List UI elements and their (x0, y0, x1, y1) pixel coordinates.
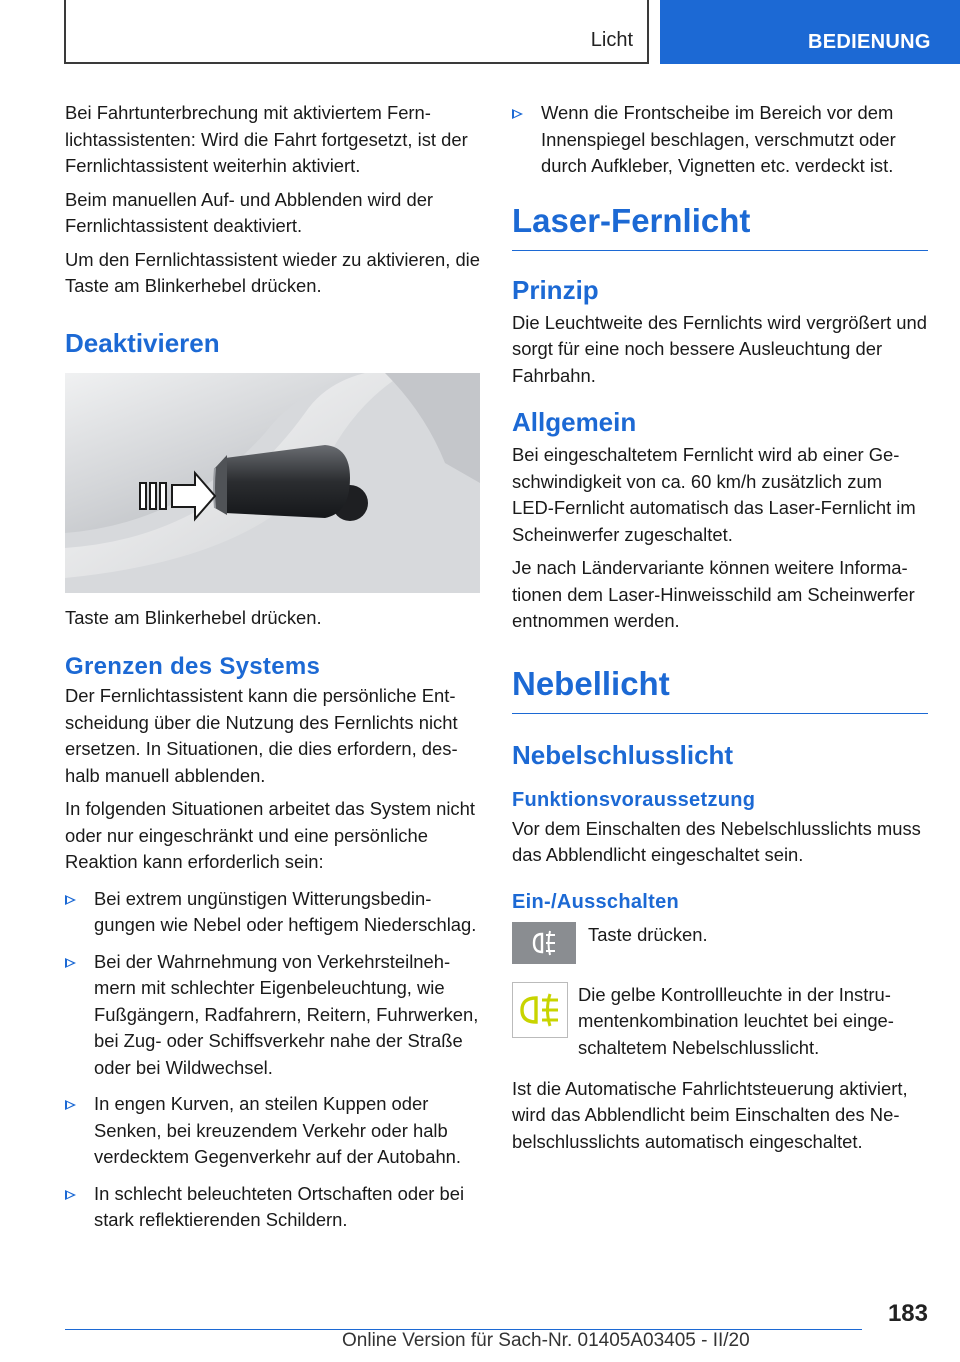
left-column (65, 100, 480, 1244)
list-item: Bei der Wahrnehmung von Verkehrsteilnehmern mit schlechter Eigenbeleuchtung, wie Fußgängern, Radfahrern, Reitern, Fuhrwerken, bei Zug- oder Schiffsverkehr nahe der Straße oder bei Wildwechsel. (65, 949, 480, 1082)
paragraph: Beim manuellen Auf- und Abblenden wird der Fernlichtassistent deaktiviert. (65, 188, 434, 236)
list-item: Bei extrem ungünstigen Witterungsbedingungen wie Nebel oder heftigem Niederschlag. (65, 886, 480, 939)
paragraph: Je nach Ländervariante können weitere Informationen dem Laser-Hinweisschild am Scheinwerfer entnommen werden. (512, 557, 915, 631)
header-chapter-tab (660, 0, 960, 64)
image-caption: Taste am Blinkerhebel drücken. (65, 606, 322, 628)
fog-button-row (512, 922, 928, 968)
list-item: Wenn die Frontscheibe im Bereich vor dem Innenspiegel beschlagen, verschmutzt oder durch Aufkleber, Vignetten etc. verdeckt ist. (512, 100, 928, 180)
heading-laser-fernlicht: Laser-Fernlicht (512, 202, 928, 251)
list-item: In schlecht beleuchteten Ortschaften oder bei stark reflektierenden Schildern. (65, 1181, 480, 1234)
paragraph: Vor dem Einschalten des Nebelschlusslichts muss das Abblendlicht eingeschaltet sein. (512, 817, 921, 865)
triangle-bullet-icon (65, 958, 76, 968)
heading-nebelschlusslicht: Nebelschlusslicht (512, 739, 734, 770)
triangle-bullet-icon (65, 1100, 76, 1110)
triangle-bullet-icon (65, 1190, 76, 1200)
paragraph: In folgenden Situationen arbeitet das System nicht oder nur eingeschränkt und eine persönliche Reaktion kann erforderlich sein: (65, 798, 475, 872)
heading-grenzen: Grenzen des Systems (65, 653, 321, 680)
paragraph: Die Leuchtweite des Fernlichts wird vergrößert und sorgt für eine noch bessere Ausleuchtung der Fahrbahn. (512, 311, 927, 386)
heading-deaktivieren: Deaktivieren (65, 327, 220, 358)
heading-ein-ausschalten: Ein-/Ausschalten (512, 890, 680, 913)
footer-online-version: Online Version für Sach-Nr. 01405A03405 - II/20 (342, 1330, 750, 1351)
header-section-title: Licht (590, 29, 633, 51)
limitations-list (65, 886, 480, 1234)
right-column (512, 100, 928, 1162)
paragraph: Bei Fahrtunterbrechung mit aktiviertem Fernlichtassistenten: Wird die Fahrt fortgesetzt, ist der Fernlichtassistent weiterhin aktiviert. (65, 102, 468, 176)
icon-description: Die gelbe Kontrollleuchte in der Instrumentenkombination leuchtet bei eingeschaltetem Nebelschlusslicht. (578, 983, 894, 1058)
paragraph: Der Fernlichtassistent kann die persönliche Entscheidung über die Nutzung des Fernlichts nicht ersetzen. In Situationen, die dies erfordern, deshalb manuell abblenden. (65, 685, 458, 786)
indicator-row (512, 982, 928, 1062)
paragraph: Bei eingeschaltetem Fernlicht wird ab einer Geschwindigkeit von ca. 60 km/h zusätzlich zum LED-Fernlicht automatisch das Laser-Fernlicht im Scheinwerfer zugeschaltet. (512, 444, 916, 545)
heading-nebellicht: Nebellicht (512, 665, 928, 714)
lever-illustration (65, 373, 480, 593)
paragraph: Ist die Automatische Fahrlichtsteuerung aktiviert, wird das Abblendlicht beim Einschalten des Nebelschlusslichts automatisch eingeschaltet. (512, 1077, 908, 1152)
list-item: In engen Kurven, an steilen Kuppen oder Senken, bei kreuzendem Verkehr oder halb verdecktem Gegenverkehr auf der Autobahn. (65, 1091, 480, 1171)
turn-signal-lever-photo (65, 373, 480, 593)
rear-fog-indicator-icon (512, 982, 568, 1038)
paragraph: Um den Fernlichtassistent wieder zu aktivieren, die Taste am Blinkerhebel drücken. (65, 248, 480, 296)
heading-allgemein: Allgemein (512, 407, 637, 437)
header-section-box (64, 0, 649, 64)
rear-fog-light-button-icon (512, 922, 576, 964)
triangle-bullet-icon (65, 895, 76, 905)
icon-description: Taste drücken. (588, 923, 708, 945)
triangle-bullet-icon (512, 109, 523, 119)
heading-prinzip: Prinzip (512, 274, 599, 305)
heading-funktionsvoraussetzung: Funktionsvoraussetzung (512, 788, 756, 811)
limitations-list-continued (512, 100, 928, 180)
page-number: 183 (887, 1300, 928, 1327)
header-chapter-title: BEDIENUNG (808, 31, 931, 53)
